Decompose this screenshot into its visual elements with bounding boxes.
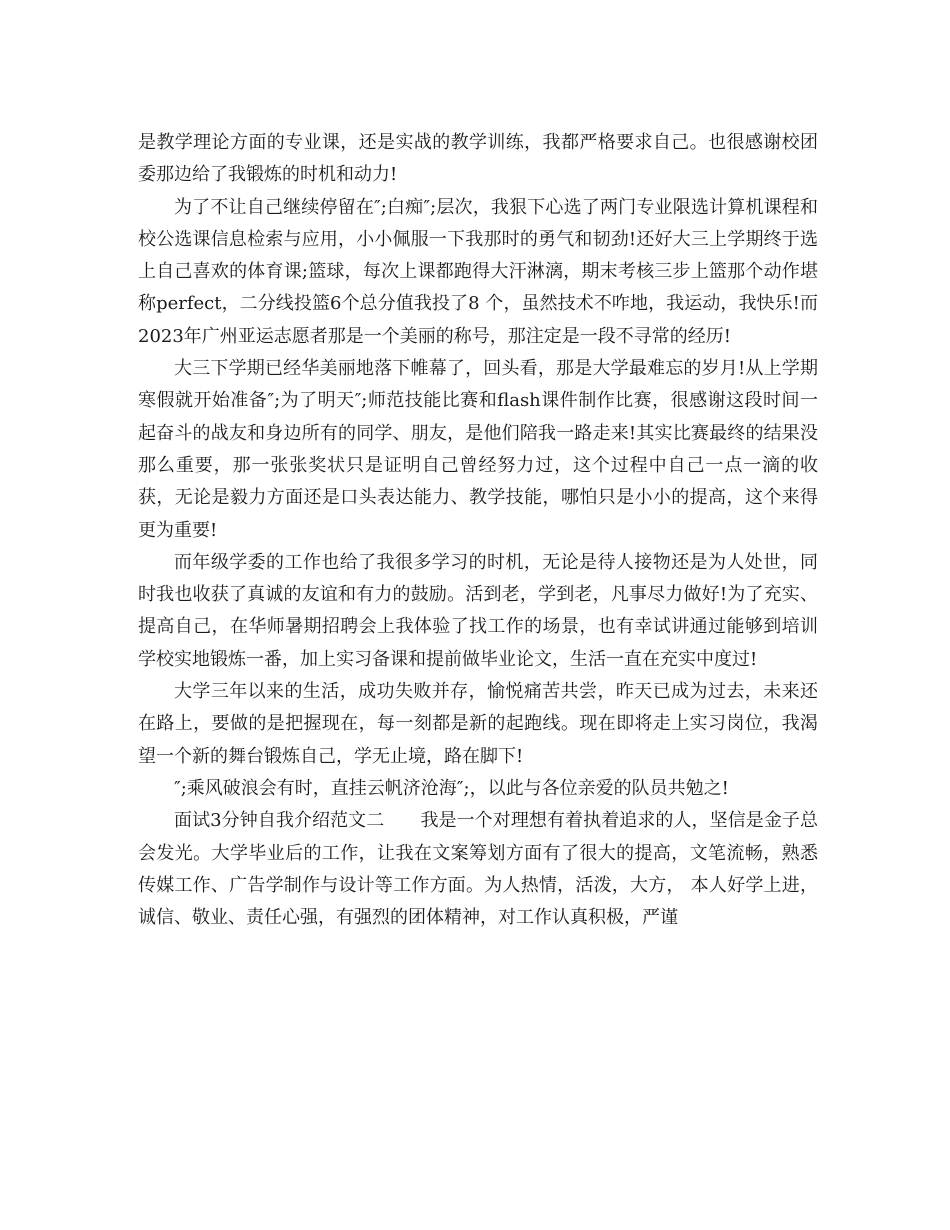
paragraph-sample-two: 面试3分钟自我介绍范文二 我是一个对理想有着执着追求的人，坚信是金子总会发光。大学毕业后的工作，让我在文案筹划方面有了很大的提高，文笔流畅，熟悉传媒工作、广告学制作与设计等工作方面。为人热情，活泼，大方， 本人好学上进，诚信、敬业、责任心强，有强烈的团体精神，对工作认真积极，严谨	[138, 810, 818, 929]
paragraph-motto: ″;乘风破浪会有时，直挂云帆济沧海″;，以此与各位亲爱的队员共勉之!	[174, 777, 729, 799]
paragraph-computer-courses: 为了不让自己继续停留在″;白痴″;层次，我狠下心选了两门专业限选计算机课程和校公选课信息检索与应用，小小佩服一下我那时的勇气和韧劲!还好大三上学期终于选上自己喜欢的体育课;篮球，每次上课都跑得大汗淋漓，期末考核三步上篮那个动作堪称perfect，二分线投篮6个总分值我投了8 个，虽然技术不咋地，我运动，我快乐!而2023年广州亚运志愿者那是一个美丽的称号，那注定是一段不寻常的经历!	[138, 196, 818, 347]
paragraph-continuation: 是教学理论方面的专业课，还是实战的教学训练，我都严格要求自己。也很感谢校团委那边给了我锻炼的时机和动力!	[138, 132, 818, 186]
paragraph-three-years: 大学三年以来的生活，成功失败并存，愉悦痛苦共尝，昨天已成为过去，未来还在路上，要做的是把握现在，每一刻都是新的起跑线。现在即将走上实习岗位，我渴望一个新的舞台锻炼自己，学无止境，路在脚下!	[138, 681, 818, 767]
paragraph-study-committee: 而年级学委的工作也给了我很多学习的时机，无论是待人接物还是为人处世，同时我也收获了真诚的友谊和有力的鼓励。活到老，学到老，凡事尽力做好!为了充实、提高自己，在华师暑期招聘会上我体验了找工作的场景，也有幸试讲通过能够到培训学校实地锻炼一番，加上实习备课和提前做毕业论文，生活一直在充实中度过!	[138, 551, 818, 670]
document-body	[138, 127, 818, 934]
paragraph-competitions: 大三下学期已经华美丽地落下帷幕了，回头看，那是大学最难忘的岁月!从上学期寒假就开始准备″;为了明天″;师范技能比赛和flash课件制作比赛，很感谢这段时间一起奋斗的战友和身边所有的同学、朋友，是他们陪我一路走来!其实比赛最终的结果没那么重要，那一张张奖状只是证明自己曾经努力过，这个过程中自己一点一滴的收获，无论是毅力方面还是口头表达能力、教学技能，哪怕只是小小的提高，这个来得更为重要!	[138, 358, 818, 541]
